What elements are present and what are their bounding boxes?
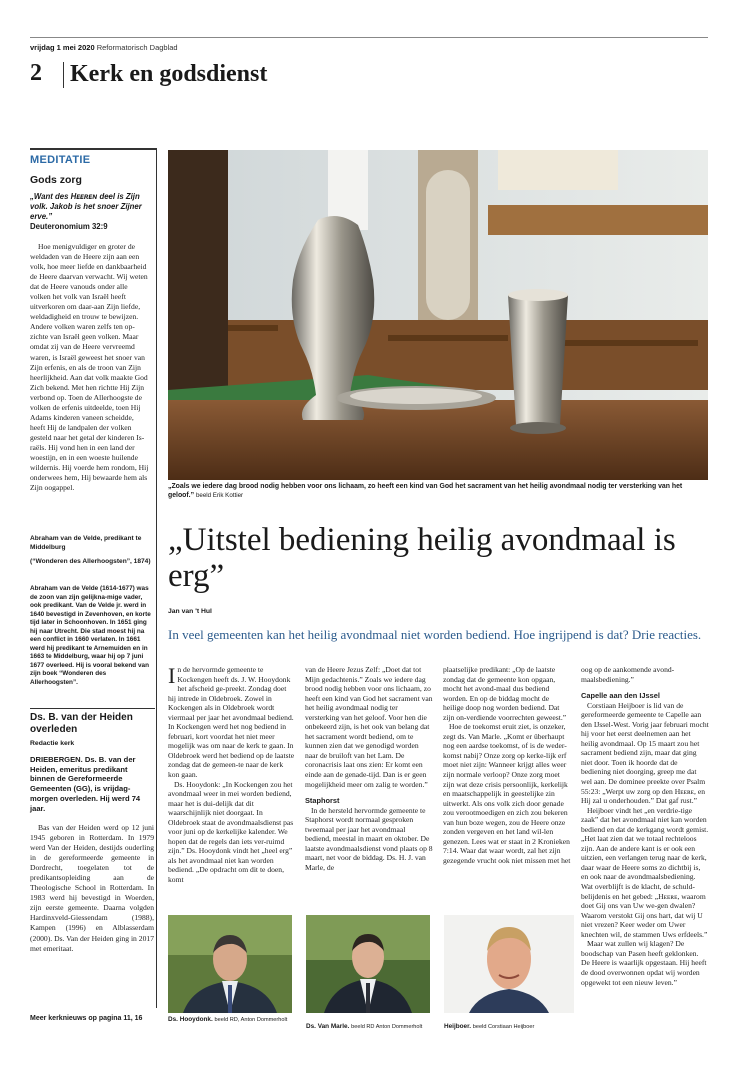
- sidebar-divider: [30, 708, 155, 709]
- portrait-van-marle: [306, 915, 430, 1013]
- meditation-author: Abraham van de Velde, predikant te Middelburg: [30, 535, 142, 551]
- column-2-text-b: In de hersteld hervormde gemeente te Staphorst wordt normaal gesproken tweemaal per jaar het avondmaal bediend, meestal in maart en oktober. De laatste avondmaalsdienst vond plaats op 8 maart, net voor de biddag. Ds. H. J. van Marle, de: [305, 805, 433, 872]
- more-news-link[interactable]: Meer kerknieuws op pagina 11, 16: [30, 1015, 143, 1022]
- paper-name: Reformatorisch Dagblad: [96, 43, 178, 52]
- column-1-text: n de hervormde gemeente te Kockengen heeft ds. J. W. Hooydonk het afscheid ge-preekt. Zondag doet hij intrede in Oldebroek. Zowel in Kockengen als in Oldebroek wordt viermaal per jaar het avondmaal bediend. In Kockengen werd het nog bediend in februari, kort voordat het niet meer mogelijk was om naar de kerk te gaan. In Oldebroek werd het bediend op de laatste zondag dat de gemeen-te naar de kerk kon gaan.: [168, 665, 295, 780]
- article-byline: Jan van 't Hul: [168, 608, 212, 615]
- date: vrijdag 1 mei 2020: [30, 43, 95, 52]
- dateline: [30, 43, 178, 52]
- article-column-4: [581, 665, 709, 987]
- obituary-body: Bas van der Heiden werd op 12 juni 1945 geboren in Rotterdam. In 1979 werd Van der Heiden, destijds ouderling in de gereformeerde gemeente in Dordrecht, toegelaten tot de predikantsopleiding aan de Theologische School in Rotterdam. In 1983 werd hij bevestigd in Woerden, zijn eerste gemeente. Daarna volgden Hardinxveld-Giessendam (1988), Kampen (1996) en Alblasserdam (2000). Ds. Van der Heiden ging in 2017 met emeritaat.: [30, 823, 154, 953]
- drop-cap: I: [168, 663, 176, 688]
- column-3-text: plaatselijke predikant: „Op de laatste zondag dat de gemeente kon opgaan, mocht het avond-maal dus bediend worden. En op de biddag mocht de heilige doop nog worden bediend. Dat zijn on-verdiende voorrechten geweest.”: [443, 665, 567, 722]
- section-title: Kerk en godsdienst: [70, 61, 268, 87]
- portrait-hooydonk-image: [168, 915, 292, 1013]
- portrait-caption-van-marle: [306, 1023, 436, 1031]
- column-2-text: van de Heere Jezus Zelf: „Doet dat tot Mijn gedachtenis.” Zoals we iedere dag brood nodig hebben voor ons lichaam, zo heeft een kind van God het sacrament van het heilig avondmaal nodig ter versterking van het geloof. Voor hen die onbekeerd zijn, is het ook van belang dat het sacrament wordt bediend, om te kunnen zien dat we genodigd worden naar de bruiloft van het Lam. De coronacrisis laat ons zien: Er komt een einde aan de genade-tijd. Dan is er geen mogelijkheid meer om zalig te worden.”: [305, 665, 433, 789]
- column-4-text: oog op de aankomende avond-maalsbediening.”: [581, 665, 675, 684]
- column-4-text-c: Heijboer vindt het „en verdrie-tige zaak” dat het avondmaal niet kan worden bediend en dat de kerkgang wordt gemist. „Het laat zien dat we totaal rechteloos zijn. Aan de andere kant is er ook een uitzien, een verlangen terug naar de kerk, daar waar de Heere soms zo dichtbij is, en ook naar de avondmaalsbediening. Wat overblijft is de klacht, de schuld-belijdenis en het gebed: „Hᴇᴇʀᴇ, waarom doet Gij ons van Uw we-gen dwalen? Waarom verstokt Gij ons hart, dat wij U niet vrezen? Keer weder om Uwer knechten wil, de stammen Uws erfdeels.”: [581, 805, 709, 939]
- column-3-text-b: Hoe de toekomst eruit ziet, is onzeker, zegt ds. Van Marle. „Komt er überhaupt nog een aardse toekomst, of is de weder-komst nabij? Onze zorg op kerke-lijk erf moet niet zijn: Wanneer krijgt alles weer zijn normale verloop? Onze zorg moet zijn wat deze crisis persoonlijk, kerkelijk en maatschappelijk in geestelijke zin uitwerkt. Als ons volk zich door genade zou verootmoedigen en zich zou bekeren van hun boze wegen, zou de Heere onze zonden vergeven en het land wil-len genezen. Lees wat er staat in 2 Kronieken 7:14. Waar dat waar wordt, zal het zijn gezegende vrucht ook niet missen met het: [443, 722, 571, 865]
- article-column-1: [168, 665, 296, 885]
- portrait-credit-hooydonk: beeld RD, Anton Dommerholt: [214, 1017, 288, 1023]
- meditation-body: Hoe menigvuldiger en groter de weldaden van de Heere zijn aan een volk, hoe meer liefde en dankbaarheid de Heere daarvan verwacht. Wij weten dat de Heere vanouds onder alle volken het volk van Israël heeft uitverkoren om daar-aan Zijn liefde, weldadigheid en trouw te bewijzen. Andere volken waren zelfs ten op-zichte van Israël geen volken. Maar omdat zij van de Heere vervreemd waren, is Israël geweest het snoer van Zijn erfenis, en als de troon van Zijn heerlijkheid. Aan dat volk maakte God Zich bekend. Met hen richtte Hij Zijn verbond op. Toen de Allerhoogste de volken de erfenis uitdeelde, toen Hij Adams kinderen vaneen scheidde, heeft Hij de landpalen der volken gesteld naar het getal der kinderen Is-raëls. Hij vond hen in een land der woestijn, en in een woeste huilende wildernis. Hij voerde hem rondom, Hij onderwees hem, Hij bewaarde hem als Zijn oogappel.: [30, 242, 149, 493]
- portrait-heijboer-image: [444, 915, 574, 1013]
- photo-caption: [168, 482, 708, 500]
- quote-reference: Deuteronomium 32:9: [30, 222, 108, 231]
- article-column-3: [443, 665, 571, 865]
- caption-credit: beeld Erik Kottier: [195, 492, 244, 499]
- portrait-hooydonk: [168, 915, 292, 1013]
- portrait-caption-heijboer: [444, 1023, 574, 1031]
- subheading-capelle: Capelle aan den IJssel: [581, 691, 660, 701]
- portrait-caption-hooydonk: [168, 1016, 298, 1024]
- column-4-text-b: Corstiaan Heijboer is lid van de gereformeerde gemeente te Capelle aan den IJssel-West. Vorig jaar februari mocht hij voor het eerst deelnemen aan het heilig avondmaal. Op 15 maart zou het sacrament bediend zijn, maar dat ging niet door. Toen ik hoorde dat de bediening niet doorging, greep me dat wel aan. De dominee preekte over Psalm 55:23: „Werpt uw zorg op den Hᴇᴇʀᴇ, en Hij zal u onderhouden.” Dat gaf rust.”: [581, 700, 709, 806]
- column-1-text-b: Ds. Hooydonk: „In Kockengen zou het avondmaal weer in mei worden bediend, maar het is dui-delijk dat dit waarschijnlijk niet doorgaat. In Oldebroek staat de avondmaalsdienst pas voor juni op de kerkelijke kalender. We hopen dat de regels dan iets ver-ruimd zijn.” Ds. Hooydonk vindt het „heel erg” als het avondmaal niet kan worden bediend. „De opdracht om dit te doen, komt: [168, 779, 294, 885]
- obituary-byline: Redactie kerk: [30, 740, 75, 747]
- page-number-separator: [63, 62, 64, 88]
- meditation-signature: [30, 535, 152, 567]
- meditation-bio: Abraham van de Velde (1614-1677) was de zoon van zijn gelijkna-mige vader, ook predikant. Van de Velde jr. werd in 1640 bevestigd in Zevenhoven, en korte tijd later in Schoonhoven. In 1651 ging hij naar Utrecht. Die stad moest hij na een conflict in 1660 verlaten. In 1661 werd hij predikant te Arnemuiden en in 1663 te Middelburg, waar hij op 7 juni 1677 overleed. Hij is vooral bekend van zijn boek “Wonderen des Allerhoogsten”.: [30, 585, 151, 687]
- portrait-credit-heijboer: beeld Corstiaan Heijboer: [472, 1024, 535, 1030]
- portrait-name-hooydonk: Ds. Hooydonk.: [168, 1016, 213, 1023]
- meditation-quote: [30, 192, 152, 232]
- meditation-source: (“Wonderen des Allerhoogsten”, 1874): [30, 558, 151, 565]
- subheading-staphorst: Staphorst: [305, 796, 340, 806]
- portrait-name-van-marle: Ds. Van Marle.: [306, 1023, 350, 1030]
- article-column-2: [305, 665, 433, 872]
- obituary-title: Ds. B. van der Heiden overleden: [30, 712, 133, 735]
- obituary-lead: DRIEBERGEN. Ds. B. van der Heiden, emeritus predikant binnen de Gereformeerde Gemeenten (GG), is vrijdag-morgen overleden. Hij werd 74 jaar.: [30, 755, 141, 813]
- portrait-credit-van-marle: beeld RD Anton Dommerholt: [351, 1024, 423, 1030]
- article-headline: „Uitstel bediening heilig avondmaal is erg”: [168, 522, 676, 594]
- meditation-title: Gods zorg: [30, 174, 82, 186]
- main-photo: [168, 150, 708, 480]
- portrait-van-marle-image: [306, 915, 430, 1013]
- communion-silverware-illustration: [168, 150, 708, 480]
- meditation-label: MEDITATIE: [30, 154, 91, 166]
- article-intro: In veel gemeenten kan het heilig avondmaal niet worden bediend. Hoe ingrijpend is dat? Drie reacties.: [168, 627, 702, 642]
- column-4-text-d: Maar wat zullen wij klagen? De boodschap van Pasen heeft geklonken. De Heere is waarlijk opgestaan. Hij heeft de dood overwonnen opdat wij worden opgewekt tot een nieuw leven.”: [581, 939, 707, 987]
- page-number: 2: [30, 60, 42, 86]
- portrait-name-heijboer: Heijboer.: [444, 1023, 471, 1030]
- portrait-heijboer: [444, 915, 574, 1013]
- quote-text: „Want des Hᴇᴇʀᴇɴ deel is Zijn volk. Jakob is het snoer Zijner erve.”: [30, 192, 142, 221]
- top-rule: [30, 37, 708, 38]
- caption-text: „Zoals we iedere dag brood nodig hebben voor ons lichaam, zo heeft een kind van God het sacrament van het heilig avondmaal nodig ter versterking van het geloof.”: [168, 483, 683, 499]
